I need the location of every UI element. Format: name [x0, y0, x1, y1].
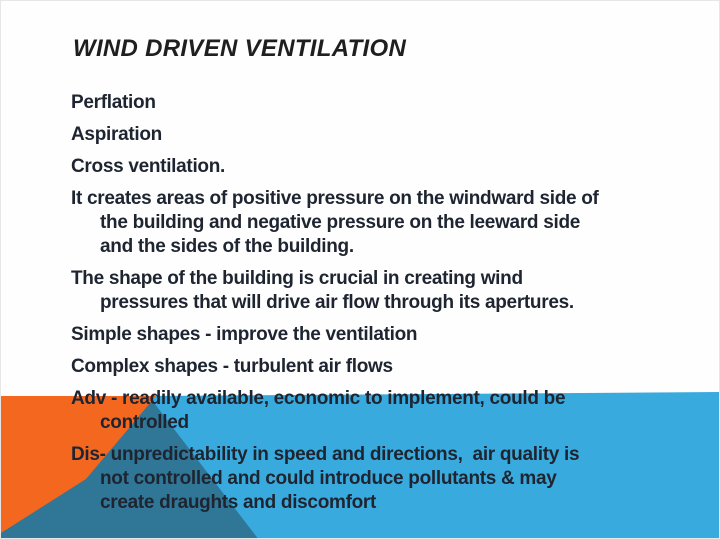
- bullet-paragraph: [71, 443, 599, 515]
- bullet-line: pressures that will drive air flow through its apertures.: [100, 292, 574, 313]
- bullet-line: Simple shapes - improve the ventilation: [71, 324, 418, 345]
- bullet-paragraph: [71, 387, 599, 435]
- bullet-line: the building and negative pressure on the leeward side: [100, 212, 581, 233]
- bullet-line: create draughts and discomfort: [100, 492, 377, 513]
- bullet-line: The shape of the building is crucial in creating wind: [71, 268, 523, 289]
- bullet-line: Complex shapes - turbulent air flows: [71, 356, 393, 377]
- bullet-line: controlled: [100, 412, 189, 433]
- bullet-line: not controlled and could introduce pollutants & may: [100, 468, 557, 489]
- bullet-line: Cross ventilation.: [71, 156, 226, 177]
- bullet-line: Perflation: [71, 92, 156, 113]
- bullet-line: Adv - readily available, economic to implement, could be: [71, 388, 566, 409]
- bullet-paragraph: [71, 267, 599, 315]
- slide-title: WIND DRIVEN VENTILATION: [73, 35, 407, 62]
- bullet-paragraph: [71, 91, 599, 115]
- bullet-paragraph: [71, 123, 599, 147]
- bullet-line: and the sides of the building.: [100, 236, 354, 257]
- bullet-line: Aspiration: [71, 124, 162, 145]
- bullet-paragraph: [71, 155, 599, 179]
- bullet-paragraph: [71, 323, 599, 347]
- bullet-paragraph: [71, 355, 599, 379]
- slide-body: [71, 91, 599, 523]
- bullet-line: It creates areas of positive pressure on the windward side of: [71, 188, 599, 209]
- bullet-line: Dis- unpredictability in speed and directions, air quality is: [71, 444, 580, 465]
- bullet-paragraph: [71, 187, 599, 259]
